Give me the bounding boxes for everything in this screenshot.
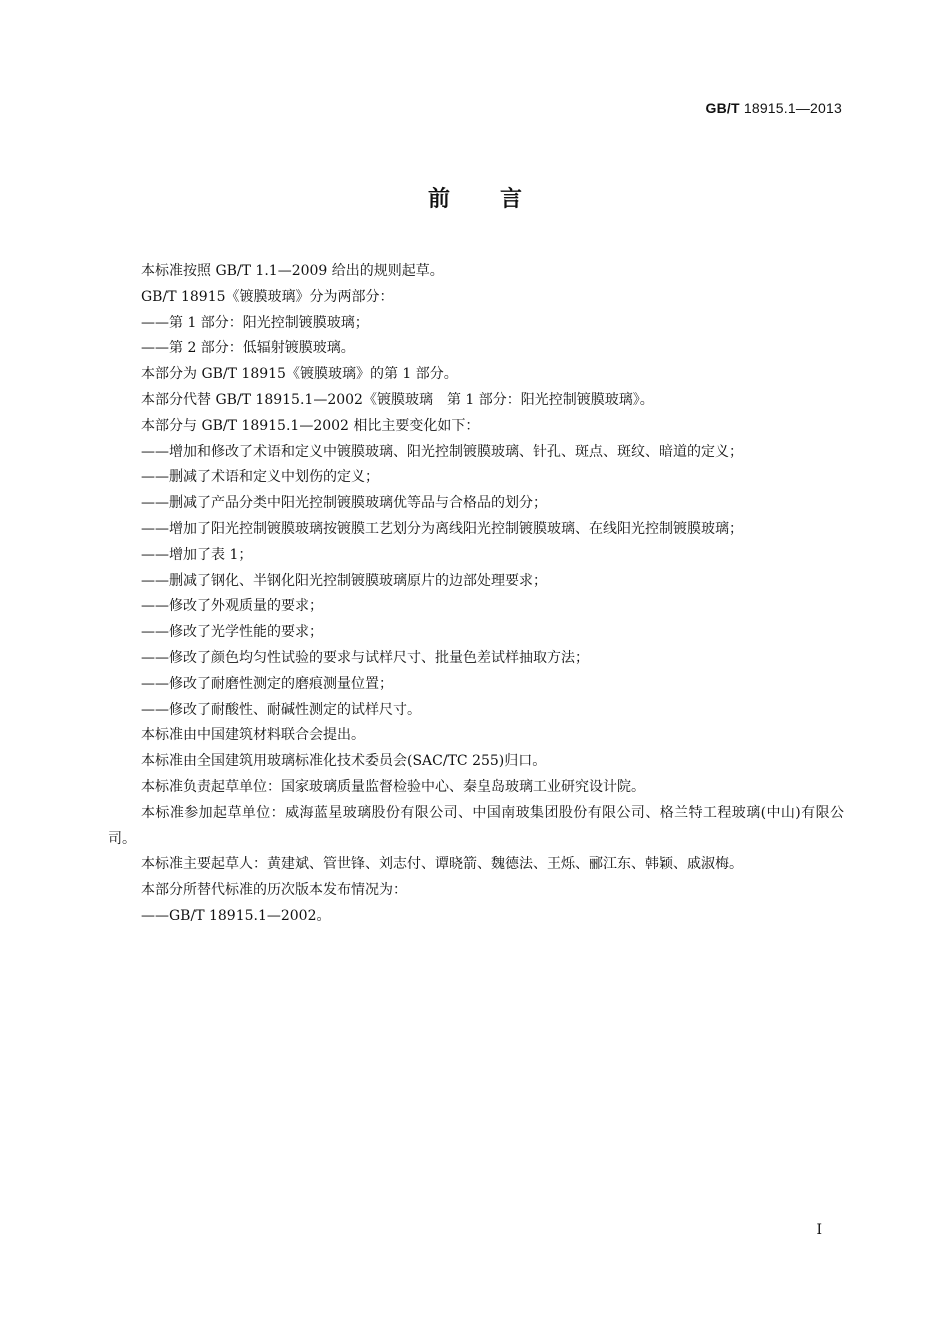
paragraph: 本部分代替 GB/T 18915.1—2002《镀膜玻璃 第 1 部分：阳光控制镀膜玻璃》。 bbox=[141, 391, 654, 408]
list-item: ——GB/T 18915.1—2002。 bbox=[141, 907, 331, 924]
list-item: ——删减了产品分类中阳光控制镀膜玻璃优等品与合格品的划分； bbox=[141, 495, 547, 512]
list-item: ——增加和修改了术语和定义中镀膜玻璃、阳光控制镀膜玻璃、针孔、斑点、斑纹、暗道的定义； bbox=[141, 443, 743, 460]
page-title: 前言 bbox=[427, 187, 572, 212]
paragraph: 本标准主要起草人：黄建斌、管世锋、刘志付、谭晓箭、魏德法、王烁、郦江东、韩颖、戚淑梅。 bbox=[141, 856, 743, 873]
paragraph: GB/T 18915《镀膜玻璃》分为两部分： bbox=[141, 288, 394, 305]
list-item: ——第 2 部分：低辐射镀膜玻璃。 bbox=[141, 340, 355, 357]
paragraph: 本部分所替代标准的历次版本发布情况为： bbox=[141, 882, 407, 899]
list-item: ——删减了钢化、半钢化阳光控制镀膜玻璃原片的边部处理要求； bbox=[141, 572, 547, 589]
paragraph: 本标准由中国建筑材料联合会提出。 bbox=[141, 727, 365, 744]
list-item: ——修改了耐磨性测定的磨痕测量位置； bbox=[141, 675, 393, 692]
paragraph: 本标准参加起草单位：威海蓝星玻璃股份有限公司、中国南玻集团股份有限公司、格兰特工程玻璃(中山)有限公司。 bbox=[108, 804, 844, 847]
list-item: ——删减了术语和定义中划伤的定义； bbox=[141, 469, 379, 486]
list-item: ——修改了耐酸性、耐碱性测定的试样尺寸。 bbox=[141, 701, 421, 718]
page-number: I bbox=[816, 1222, 822, 1238]
paragraph: 本标准按照 GB/T 1.1—2009 给出的规则起草。 bbox=[141, 263, 444, 279]
foreword-body bbox=[108, 259, 844, 930]
list-item: ——修改了外观质量的要求； bbox=[141, 598, 323, 615]
list-item: ——修改了光学性能的要求； bbox=[141, 624, 323, 641]
paragraph: 本部分为 GB/T 18915《镀膜玻璃》的第 1 部分。 bbox=[141, 366, 458, 383]
standard-code: 18915.1—2013 bbox=[743, 100, 842, 116]
standard-number bbox=[706, 100, 843, 116]
paragraph: 本部分与 GB/T 18915.1—2002 相比主要变化如下： bbox=[141, 417, 480, 434]
list-item: ——增加了阳光控制镀膜玻璃按镀膜工艺划分为离线阳光控制镀膜玻璃、在线阳光控制镀膜玻璃； bbox=[141, 520, 743, 537]
list-item: ——第 1 部分：阳光控制镀膜玻璃； bbox=[141, 314, 369, 331]
paragraph: 本标准负责起草单位：国家玻璃质量监督检验中心、秦皇岛玻璃工业研究设计院。 bbox=[141, 778, 645, 795]
list-item: ——修改了颜色均匀性试验的要求与试样尺寸、批量色差试样抽取方法； bbox=[141, 649, 589, 666]
list-item: ——增加了表 1； bbox=[141, 546, 253, 563]
standard-prefix: GB/T bbox=[705, 100, 740, 116]
paragraph: 本标准由全国建筑用玻璃标准化技术委员会(SAC/TC 255)归口。 bbox=[141, 753, 547, 770]
